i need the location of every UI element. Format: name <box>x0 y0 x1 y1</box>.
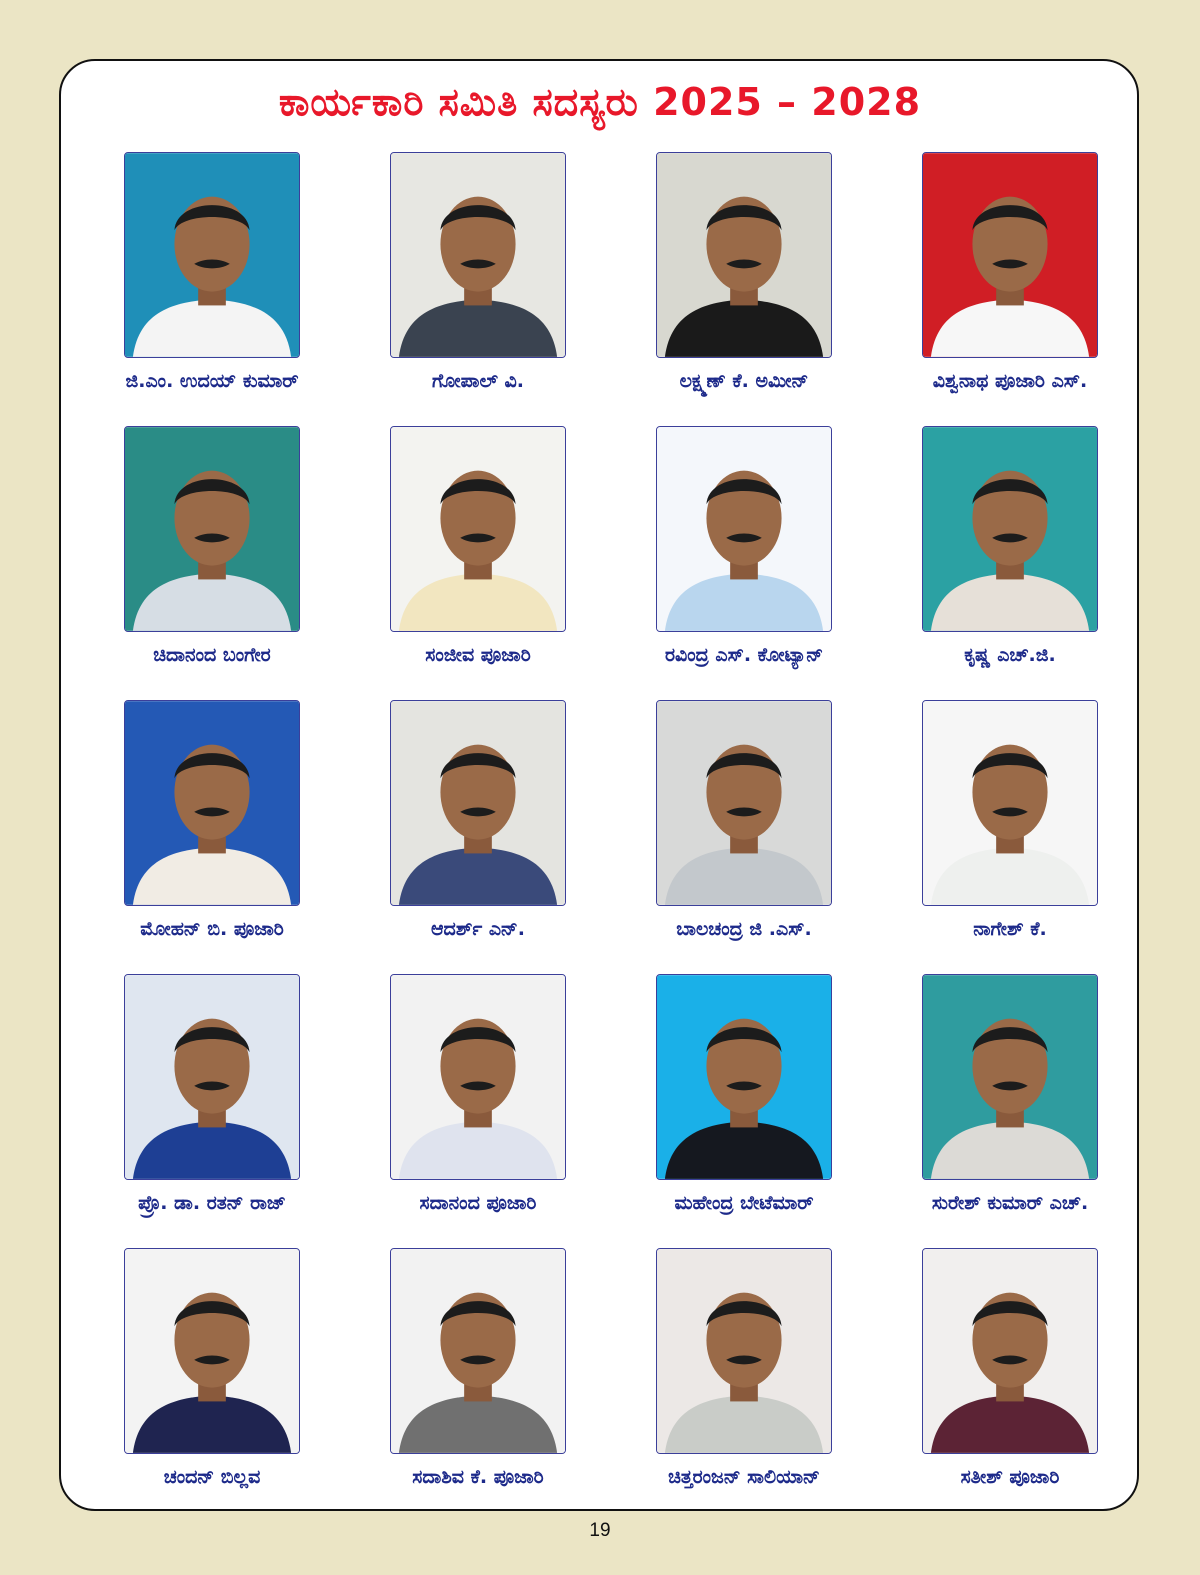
member-photo <box>124 1248 300 1454</box>
member-name: ಮೋಹನ್ ಬಿ. ಪೂಜಾರಿ <box>140 918 284 940</box>
member-name: ಚಿದಾನಂದ ಬಂಗೇರ <box>153 644 271 666</box>
member-name: ಬಾಲಚಂದ್ರ ಜಿ .ಎಸ್. <box>676 918 812 940</box>
member-photo <box>656 700 832 906</box>
member-photo <box>390 1248 566 1454</box>
member-photo <box>922 1248 1098 1454</box>
member-photo <box>124 700 300 906</box>
page-title: ಕಾರ್ಯಕಾರಿ ಸಮಿತಿ ಸದಸ್ಯರು 2025 – 2028 <box>278 80 922 124</box>
member-name: ಕೃಷ್ಣ ಎಚ್.ಜಿ. <box>964 644 1056 666</box>
member-photo <box>124 974 300 1180</box>
member-name: ರವಿಂದ್ರ ಎಸ್. ಕೋಟ್ಯಾನ್ <box>664 644 824 666</box>
member-photo <box>390 426 566 632</box>
member-name: ಆದರ್ಶ್ ಎನ್. <box>431 918 525 940</box>
member-card <box>922 1248 1200 1508</box>
member-photo <box>390 700 566 906</box>
member-name: ಲಕ್ಷ್ಮಣ್ ಕೆ. ಅಮೀನ್ <box>679 370 809 392</box>
member-name: ಪ್ರೊ. ಡಾ. ರತನ್ ರಾಜ್ <box>138 1192 286 1214</box>
member-card <box>922 974 1200 1234</box>
member-photo <box>656 974 832 1180</box>
page-number: 19 <box>589 1520 611 1541</box>
member-photo <box>656 1248 832 1454</box>
member-name: ಚಂದನ್ ಬಿಲ್ಲವ <box>163 1466 261 1488</box>
member-photo <box>390 974 566 1180</box>
member-name: ಜಿ.ಎಂ. ಉದಯ್ ಕುಮಾರ್ <box>125 370 299 392</box>
member-name: ವಿಶ್ವನಾಥ ಪೂಜಾರಿ ಎಸ್. <box>932 370 1088 392</box>
member-photo <box>656 426 832 632</box>
member-name: ಸದಾಶಿವ ಕೆ. ಪೂಜಾರಿ <box>412 1466 544 1488</box>
member-name: ಗೋಪಾಲ್ ವಿ. <box>431 370 525 392</box>
member-card <box>922 152 1200 412</box>
member-photo <box>922 426 1098 632</box>
member-photo <box>922 152 1098 358</box>
member-name: ಮಹೇಂದ್ರ ಬೇಟೆಮಾರ್ <box>674 1192 814 1214</box>
member-photo <box>922 974 1098 1180</box>
member-name: ಸದಾನಂದ ಪೂಜಾರಿ <box>419 1192 537 1214</box>
member-name: ಚಿತ್ತರಂಜನ್ ಸಾಲಿಯಾನ್ <box>668 1466 820 1488</box>
member-name: ಸತೀಶ್ ಪೂಜಾರಿ <box>960 1466 1060 1488</box>
member-photo <box>124 426 300 632</box>
member-card <box>922 426 1200 686</box>
member-photo <box>124 152 300 358</box>
member-card <box>922 700 1200 960</box>
member-photo <box>390 152 566 358</box>
member-name: ನಾಗೇಶ್ ಕೆ. <box>973 918 1047 940</box>
member-photo <box>656 152 832 358</box>
member-photo <box>922 700 1098 906</box>
member-name: ಸಂಜೀವ ಪೂಜಾರಿ <box>425 644 531 666</box>
member-name: ಸುರೇಶ್ ಕುಮಾರ್ ಎಚ್. <box>931 1192 1089 1214</box>
